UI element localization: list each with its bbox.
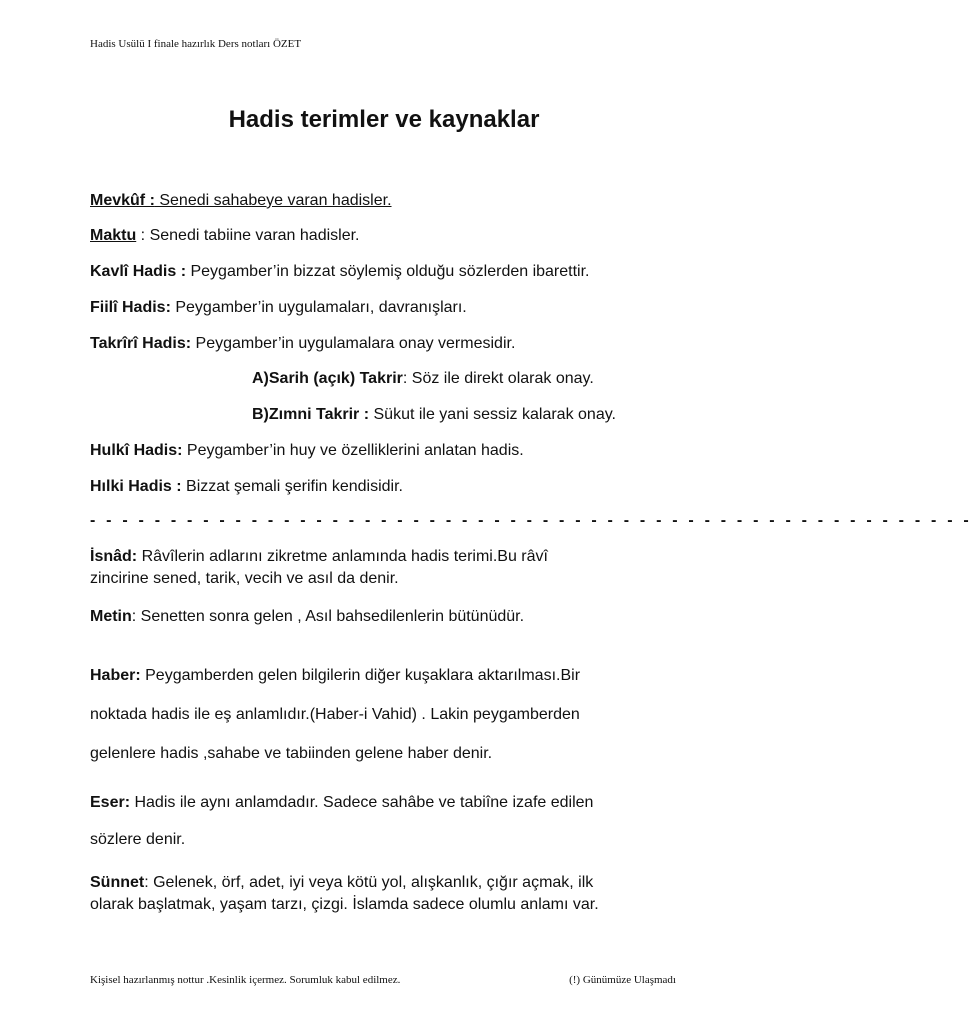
term-sunnet: Sünnet: Gelenek, örf, adet, iyi veya kötü yol, alışkanlık, çığır açmak, ilk olarak başlatmak, yaşam tarzı, çizgi. İslamda sadece olumlu anlamı var.	[90, 874, 599, 913]
page-title: Hadis terimler ve kaynaklar	[228, 106, 540, 133]
term-hulki-hadis: Hulkî Hadis: Peygamber’in huy ve özelliklerini anlatan hadis.	[90, 442, 524, 459]
footer-note: (!) Günümüze Ulaşmadı	[569, 974, 676, 986]
term-zimni-takrir: B)Zımni Takrir : Sükut ile yani sessiz kalarak onay.	[252, 406, 616, 423]
term-kavli-hadis: Kavlî Hadis : Peygamber’in bizzat söylemiş olduğu sözlerden ibarettir.	[90, 263, 590, 280]
term-isnad: İsnâd: Râvîlerin adlarını zikretme anlamında hadis terimi.Bu râvî zincirine sened, tarik, vecih ve asıl da denir.	[90, 548, 548, 587]
term-haber: Haber: Peygamberden gelen bilgilerin diğer kuşaklara aktarılması.Bir noktada hadis ile eş anlamlıdır.(Haber-i Vahid) . Lakin peygamberden gelenlere hadis ,sahabe ve tabiinden gelene haber denir.	[90, 667, 581, 762]
term-sarih-takrir: A)Sarih (açık) Takrir: Söz ile direkt olarak onay.	[252, 370, 594, 387]
term-metin: Metin: Senetten sonra gelen , Asıl bahsedilenlerin bütünüdür.	[90, 608, 525, 625]
term-mevkuf: Mevkûf : Senedi sahabeye varan hadisler.	[90, 192, 392, 209]
term-eser: Eser: Hadis ile aynı anlamdadır. Sadece sahâbe ve tabiîne izafe edilen sözlere denir.	[90, 794, 594, 848]
term-fiili-hadis: Fiilî Hadis: Peygamber’in uygulamaları, davranışları.	[90, 299, 467, 316]
dashed-separator: - - - - - - - - - - - - - - - - - - - - - - - - - - - - - - - - - - - - - - - - - - - - - - - - - - - - - - -	[90, 512, 972, 529]
term-maktu: Maktu : Senedi tabiine varan hadisler.	[90, 227, 360, 244]
term-takriri-hadis: Takrîrî Hadis: Peygamber’in uygulamalara onay vermesidir.	[90, 335, 516, 352]
footer-disclaimer: Kişisel hazırlanmış nottur .Kesinlik içermez. Sorumluk kabul edilmez.	[90, 974, 401, 986]
page-header: Hadis Usülü I finale hazırlık Ders notları ÖZET	[90, 38, 302, 50]
term-hilki-hadis: Hılki Hadis : Bizzat şemali şerifin kendisidir.	[90, 478, 403, 495]
